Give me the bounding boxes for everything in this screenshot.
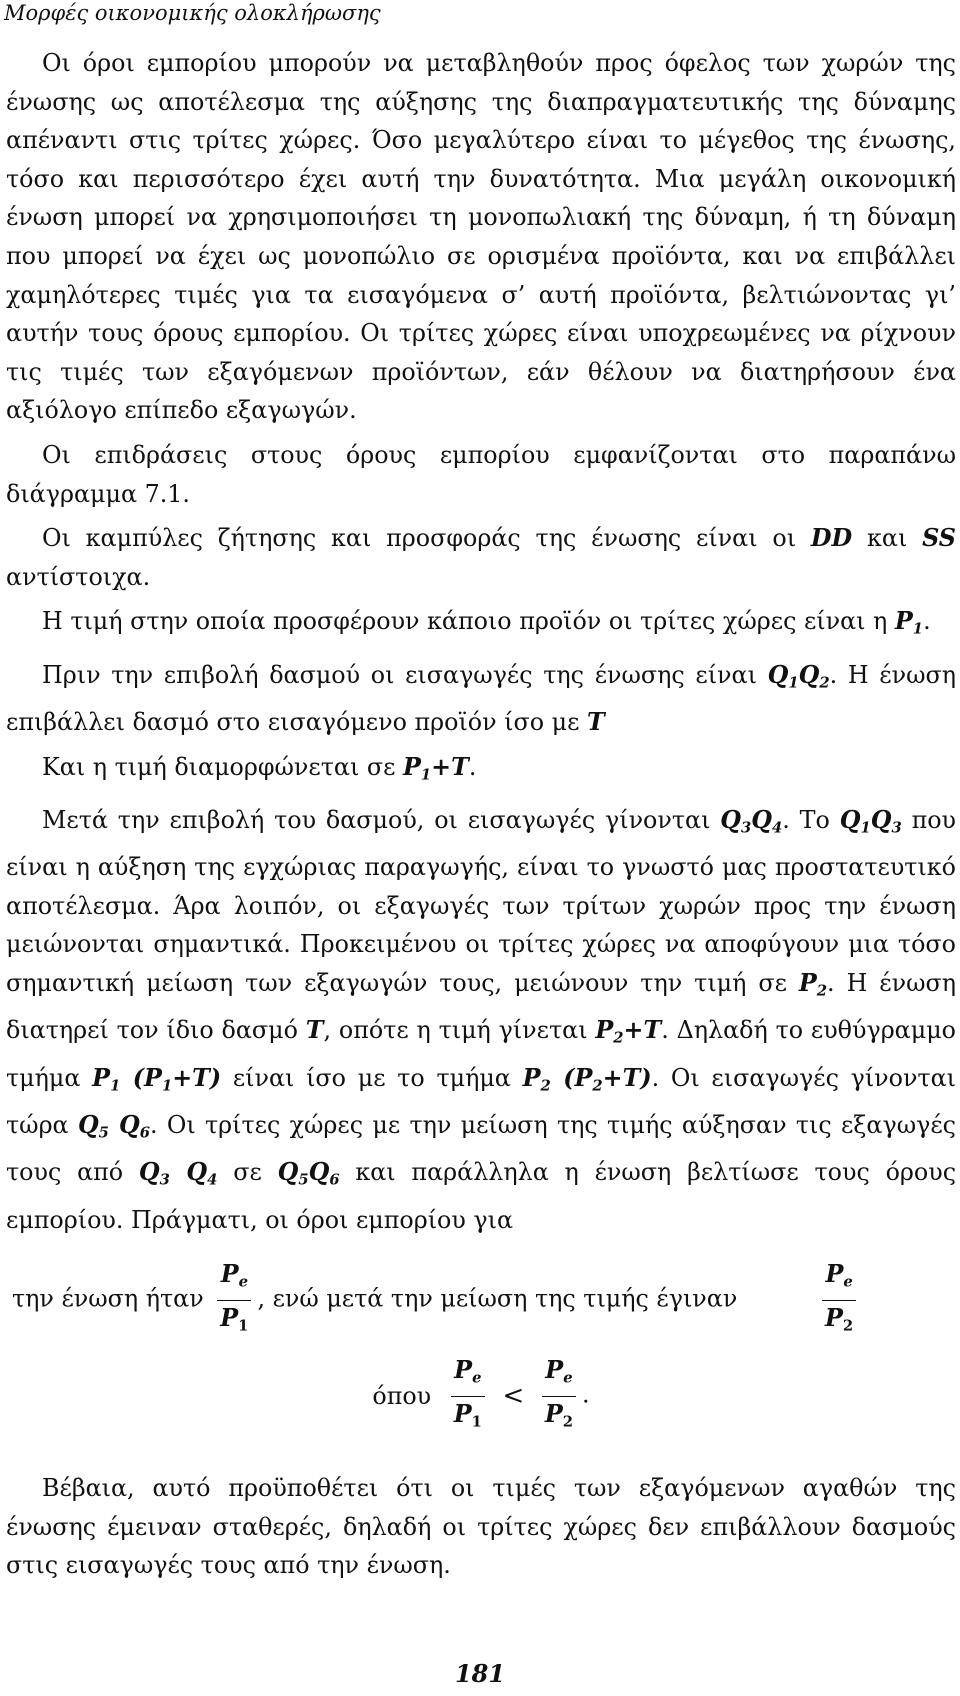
tariff-symbol: T — [586, 707, 605, 736]
fraction-denominator: $P_2$ — [825, 1303, 854, 1335]
ratio-pe-over-p1 — [217, 1259, 251, 1341]
text-run: που είναι η αύξηση της εγχώριας παραγωγής, είναι το γνωστό μας προστατευτικό αποτέλεσμα. Άρα λοιπόν, οι εξαγωγές των τρίτων χωρών προς την ένωση μειώνονται σημαντικά. Προκειμένου οι τρίτες χώρες να αποφύγουν μια τόσο σημαντική μείωση των εξαγωγών τους, μειώνουν την τιμή σε — [6, 805, 956, 997]
text-run: , ενώ μετά την μείωση της τιμής έγιναν — [257, 1284, 738, 1313]
segment-symbol-p2: $P_2$ $(P_2+T)$ — [522, 1063, 652, 1095]
paragraph — [6, 801, 956, 1239]
quantity-symbol-q3q4: $Q_3Q_4$ — [720, 805, 783, 837]
text-run: Μετά την επιβολή του δασμού, οι εισαγωγές γίνονται — [42, 805, 721, 834]
text-run: σε — [217, 1158, 278, 1187]
quantity-symbol-q5q6: $Q_5$ $Q_6$ — [77, 1110, 150, 1142]
paragraph — [6, 748, 956, 795]
tariff-symbol: T — [305, 1016, 324, 1045]
quantity-symbol-q1q2: $Q_1Q_2$ — [767, 660, 830, 692]
running-header: Μορφές οικονομικής ολοκλήρωσης — [4, 1, 381, 25]
terms-of-trade-line — [6, 1245, 956, 1341]
terms-before-text — [12, 1259, 737, 1341]
paragraph: Οι όροι εμπορίου μπορούν να μεταβληθούν προς όφελος των χωρών της ένωσης ως αποτέλεσμα της αύξησης της διαπραγματευτικής της δύναμης απέναντι στις τρίτες χώρες. Όσο μεγαλύτερο είναι το μέγεθος της ένωσης, τόσο και περισσότερο έχει αυτή την δυνατότητα. Μια μεγάλη οικονομική ένωση μπορεί να χρησιμοποιήσει τη μονοπωλιακή της δύναμη, ή τη δύναμη που μπορεί να έχει ως μονοπώλιο σε ορισμένα προϊόντα, και να επιβάλλει χαμηλότερες τιμές για τα εισαγόμενα σ’ αυτή προϊόντα, βελτιώνοντας γι’ αυτήν τους όρους εμπορίου. Οι τρίτες χώρες είναι υποχρεωμένες να ρίχνουν τις τιμές των εξαγόμενων προϊόντων, εάν θέλουν να διατηρήσουν ένα αξιόλογο επίπεδο εξαγωγών. — [6, 49, 956, 425]
text-run: αντίστοιχα. — [6, 562, 151, 591]
fraction-numerator: $P_e$ — [220, 1260, 248, 1291]
text-run: είναι ίσο με το τμήμα — [221, 1063, 523, 1092]
formula-word: όπου — [372, 1382, 432, 1411]
text-run: και παράλληλα η ένωση βελτίωσε τους όρους εμπορίου. Πράγματι, οι όροι εμπορίου για — [6, 1158, 957, 1234]
quantity-symbol-q5q6: $Q_5Q_6$ — [277, 1158, 340, 1189]
text-run: . Η ένωση επιβάλλει δασμό στο εισαγόμενο προϊόν ίσο με — [6, 660, 956, 736]
segment-symbol-p1: $P_1$ $(P_1+T)$ — [92, 1063, 222, 1095]
inequality-formula — [6, 1355, 956, 1451]
text-run: . — [923, 607, 931, 636]
fraction-numerator: $P_e$ — [545, 1356, 573, 1387]
price-plus-tariff-symbol: $P_2+T$ — [595, 1016, 662, 1047]
fraction-numerator: $P_e$ — [454, 1356, 482, 1387]
paragraph — [6, 602, 956, 649]
text-run: . Το — [782, 805, 840, 834]
text-run: . Δηλαδή το ευθύγραμμο τμήμα — [6, 1016, 957, 1092]
fraction-denominator: $P_2$ — [544, 1399, 574, 1431]
text-run: , οπότε η τιμή γίνεται — [323, 1016, 596, 1045]
text-run: . Οι εισαγωγές γίνονται τώρα — [6, 1063, 956, 1139]
fraction-numerator: $P_e$ — [825, 1260, 853, 1291]
fraction-denominator: $P_1$ — [220, 1303, 249, 1335]
supply-curve-symbol: SS — [922, 524, 956, 553]
price-symbol-p2: $P_2$ — [798, 968, 828, 1000]
price-symbol-p1: $P_1$ — [894, 607, 924, 639]
paragraph: Οι επιδράσεις στους όρους εμπορίου εμφανίζονται στο παραπάνω διάγραμμα 7.1. — [6, 440, 956, 508]
text-run: . Οι τρίτες χώρες με την μείωση της τιμής αύξησαν τις εξαγωγές τους από — [6, 1110, 956, 1187]
paragraph — [6, 656, 956, 742]
paragraph — [6, 519, 956, 596]
ratio-pe-over-p2 — [822, 1259, 856, 1341]
body-text — [6, 44, 956, 1591]
text-run: Πριν την επιβολή δασμού οι εισαγωγές της ένωσης είναι — [42, 660, 768, 689]
formula-period: . — [582, 1380, 590, 1409]
price-plus-tariff-symbol: $P_1+T$ — [403, 752, 469, 784]
page-number: 181 — [454, 1659, 506, 1688]
text-run: Η τιμή στην οποία προσφέρουν κάποιο προϊόν οι τρίτες χώρες είναι η — [42, 607, 895, 636]
ratio-pe-over-p2 — [542, 1355, 576, 1437]
quantity-symbol-q3q4: $Q_3$ $Q_4$ — [138, 1158, 218, 1189]
text-run: Οι καμπύλες ζήτησης και προσφοράς της ένωσης είναι οι — [42, 524, 811, 553]
quantity-symbol-q1q3: $Q_1Q_3$ — [839, 805, 902, 837]
text-run: . Η ένωση διατηρεί τον ίδιο δασμό — [6, 968, 956, 1045]
text-run: και — [852, 524, 923, 553]
paragraph: Βέβαια, αυτό προϋποθέτει ότι οι τιμές των εξαγόμενων αγαθών της ένωσης έμειναν σταθερές, δηλαδή οι τρίτες χώρες δεν επιβάλλουν δασμούς στις εισαγωγές τους από την ένωση. — [6, 1474, 956, 1580]
text-run: Και η τιμή διαμορφώνεται σε — [42, 752, 403, 781]
terms-after-fraction — [816, 1259, 862, 1341]
fraction-denominator: $P_1$ — [453, 1399, 482, 1431]
ratio-pe-over-p1 — [451, 1355, 485, 1437]
demand-curve-symbol: DD — [810, 524, 853, 553]
text-run: . — [468, 752, 477, 781]
less-than-sign: < — [502, 1381, 525, 1412]
text-run: την ένωση ήταν — [12, 1284, 204, 1313]
